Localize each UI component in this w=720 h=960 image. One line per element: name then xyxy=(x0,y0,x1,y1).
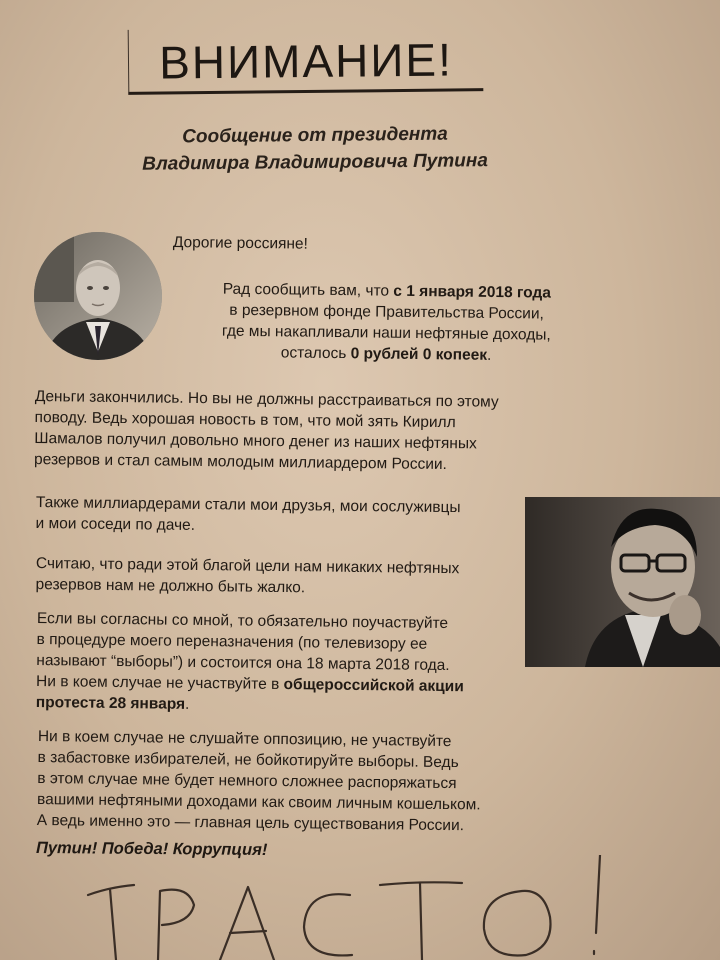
paragraph-elections: Если вы согласны со мной, то обязательно поучаствуйте в процедуре моего переназначения (по телевизору ее называют “выборы”) и состоится она 18 марта 2018 года. Ни в коем случае не участвуйте в общероссийской акции протеста 28 января. xyxy=(35,609,464,713)
subtitle-line-1: Сообщение от президента xyxy=(182,123,448,148)
paragraph-reserves: Считаю, что ради этой благой цели нам никаких нефтяных резервов нам не должно быть жалко. xyxy=(35,554,460,597)
smiling-man-photo xyxy=(525,497,720,667)
paragraph-billionaires: Также миллиардерами стали мои друзья, мои сослуживцы и мои соседи по даче. xyxy=(35,493,461,534)
handwritten-note-graphic xyxy=(70,855,630,960)
intro-paragraph: Рад сообщить вам, что с 1 января 2018 года в резервном фонде Правительства России, где мы накапливали наши нефтяные доходы, осталось 0 рублей 0 копеек. xyxy=(221,280,552,364)
title-frame xyxy=(128,26,484,95)
subtitle-line-2: Владимира Владимировича Путина xyxy=(142,150,488,175)
greeting: Дорогие россияне! xyxy=(172,233,309,253)
page-title: ВНИМАНИЕ! xyxy=(158,33,454,89)
president-portrait-photo xyxy=(34,232,162,360)
paragraph-opposition: Ни в коем случае не слушайте оппозицию, не участвуйте в забастовке избирателей, не бойкотируйте выборы. Ведь в этом случае мне будет немного сложнее распоряжаться вашими нефтяными доходами как своим личным кошельком. А ведь именно это — главная цель существования России. xyxy=(36,727,481,835)
paragraph-money-ended: Деньги закончились. Но вы не должны расстраиваться по этому поводу. Ведь хорошая новость в том, что мой зять Кирилл Шамалов получил довольно много денег из наших нефтяных резервов и стал самым молодым миллиардером России. xyxy=(33,387,499,474)
slogan: Путин! Победа! Коррупция! xyxy=(35,838,268,860)
